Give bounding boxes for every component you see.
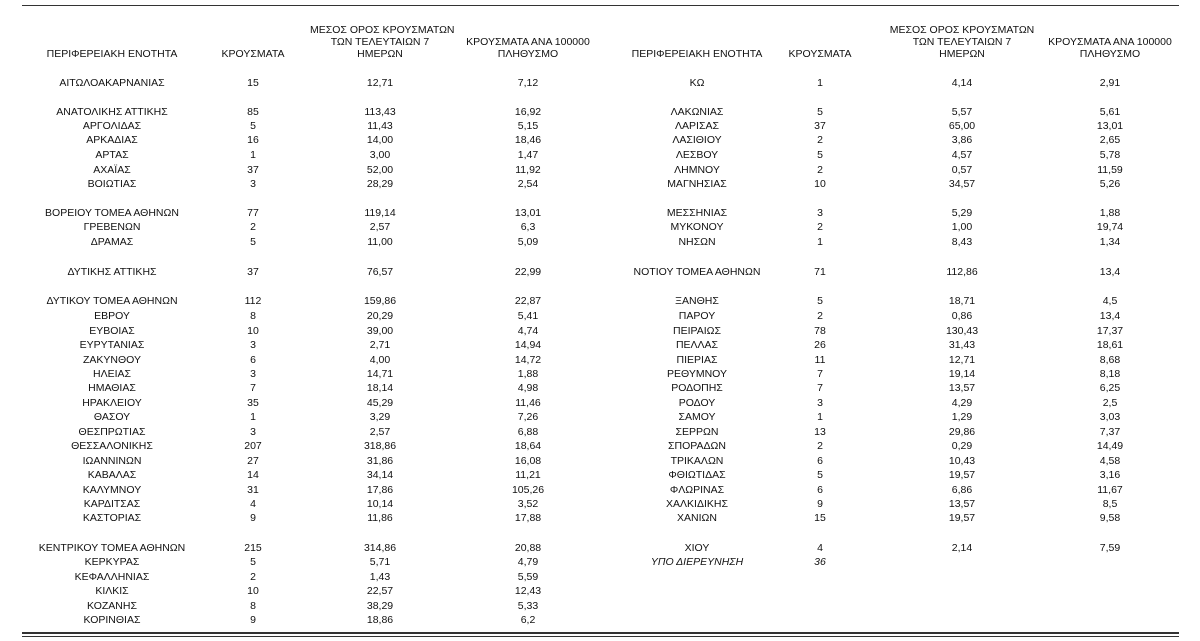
cell-cases: 15 xyxy=(247,77,259,89)
cell-per100k: 11,46 xyxy=(515,397,541,409)
cell-region: ΒΟΙΩΤΙΑΣ xyxy=(87,178,137,190)
cell-region: ΚΑΡΔΙΤΣΑΣ xyxy=(83,498,141,510)
cell-avg7: 11,00 xyxy=(367,236,393,248)
cell-region: ΥΠΟ ΔΙΕΡΕΥΝΗΣΗ xyxy=(650,556,744,568)
cell-avg7: 19,14 xyxy=(948,368,976,380)
cell-region: ΛΑΚΩΝΙΑΣ xyxy=(670,106,724,118)
cell-avg7: 159,86 xyxy=(363,295,397,307)
cell-avg7: 5,29 xyxy=(951,207,973,219)
cell-per100k: 8,5 xyxy=(1102,498,1118,510)
cell-avg7: 38,29 xyxy=(366,600,394,612)
cell-cases: 36 xyxy=(814,556,826,568)
header-avg7-line1: ΜΕΣΟΣ ΟΡΟΣ ΚΡΟΥΣΜΑΤΩΝ xyxy=(889,24,1035,36)
cell-region: ΜΑΓΝΗΣΙΑΣ xyxy=(667,178,727,190)
cell-cases: 5 xyxy=(817,149,823,161)
cell-cases: 9 xyxy=(250,614,256,626)
cell-region: ΚΕΦΑΛΛΗΝΙΑΣ xyxy=(74,571,150,583)
cell-region: ΙΩΑΝΝΙΝΩΝ xyxy=(82,455,142,467)
cell-cases: 37 xyxy=(814,120,826,132)
cell-region: ΣΠΟΡΑΔΩΝ xyxy=(668,440,726,452)
cell-avg7: 19,57 xyxy=(948,512,976,524)
cell-cases: 37 xyxy=(247,266,259,278)
cell-region: ΧΙΟΥ xyxy=(684,542,710,554)
cell-per100k: 13,4 xyxy=(1099,266,1121,278)
cell-per100k: 5,41 xyxy=(517,310,539,322)
cell-per100k: 14,72 xyxy=(514,354,542,366)
cell-per100k: 5,78 xyxy=(1099,149,1121,161)
cell-per100k: 14,94 xyxy=(514,339,542,351)
cell-cases: 112 xyxy=(244,295,262,307)
cell-cases: 16 xyxy=(247,134,259,146)
cell-cases: 2 xyxy=(817,134,823,146)
cell-per100k: 2,54 xyxy=(517,178,539,190)
cell-region: ΛΑΡΙΣΑΣ xyxy=(675,120,719,132)
cell-per100k: 9,58 xyxy=(1099,512,1121,524)
cell-cases: 4 xyxy=(250,498,256,510)
cell-per100k: 105,26 xyxy=(511,484,545,496)
cell-avg7: 0,86 xyxy=(951,310,973,322)
header-avg7 xyxy=(310,24,455,60)
cell-avg7: 3,86 xyxy=(951,134,973,146)
cell-region: ΠΑΡΟΥ xyxy=(678,310,716,322)
cell-cases: 5 xyxy=(817,469,823,481)
cell-avg7: 2,57 xyxy=(369,221,391,233)
cell-cases: 1 xyxy=(817,77,823,89)
cell-region: ΖΑΚΥΝΘΟΥ xyxy=(82,354,141,366)
cell-per100k: 3,52 xyxy=(517,498,539,510)
cell-avg7: 18,14 xyxy=(366,382,394,394)
cell-per100k: 20,88 xyxy=(514,542,542,554)
header-per100k-line2: ΠΛΗΘΥΣΜΟ xyxy=(1079,48,1141,60)
cell-region: ΣΑΜΟΥ xyxy=(678,411,716,423)
cell-per100k: 5,15 xyxy=(517,120,539,132)
left-table-header xyxy=(22,18,597,62)
cell-cases: 37 xyxy=(247,164,259,176)
cell-avg7: 0,29 xyxy=(951,440,973,452)
cell-per100k: 12,43 xyxy=(514,585,542,597)
cell-avg7: 10,43 xyxy=(948,455,976,467)
cell-region: ΜΕΣΣΗΝΙΑΣ xyxy=(666,207,728,219)
cell-per100k: 16,08 xyxy=(514,455,542,467)
cell-per100k: 3,03 xyxy=(1099,411,1121,423)
cell-avg7: 31,43 xyxy=(948,339,976,351)
cell-region: ΝΗΣΩΝ xyxy=(678,236,716,248)
cell-cases: 9 xyxy=(817,498,823,510)
cell-avg7: 10,14 xyxy=(366,498,394,510)
cell-cases: 5 xyxy=(817,106,823,118)
cell-cases: 11 xyxy=(814,354,826,366)
cell-avg7: 12,71 xyxy=(948,354,976,366)
cell-avg7: 4,29 xyxy=(951,397,973,409)
cell-per100k: 16,92 xyxy=(514,106,542,118)
cell-region: ΗΛΕΙΑΣ xyxy=(92,368,131,380)
cell-per100k: 1,88 xyxy=(1099,207,1121,219)
cell-avg7: 1,43 xyxy=(369,571,391,583)
cell-per100k: 5,26 xyxy=(1099,178,1121,190)
cell-cases: 5 xyxy=(250,556,256,568)
cell-avg7: 2,14 xyxy=(951,542,973,554)
cell-avg7: 76,57 xyxy=(366,266,394,278)
cell-per100k: 4,98 xyxy=(517,382,539,394)
cell-per100k: 8,68 xyxy=(1099,354,1121,366)
cell-per100k: 5,09 xyxy=(517,236,539,248)
cell-cases: 7 xyxy=(817,368,823,380)
cell-region: ΠΕΙΡΑΙΩΣ xyxy=(673,325,721,337)
cell-cases: 2 xyxy=(817,310,823,322)
header-avg7-line3: ΗΜΕΡΩΝ xyxy=(939,48,985,60)
header-per100k-line1: ΚΡΟΥΣΜΑΤΑ ΑΝΑ 100000 xyxy=(1048,36,1172,48)
header-per100k-line2: ΠΛΗΘΥΣΜΟ xyxy=(497,48,559,60)
cell-per100k: 7,37 xyxy=(1099,426,1121,438)
cell-per100k: 4,5 xyxy=(1102,295,1118,307)
cell-per100k: 2,65 xyxy=(1099,134,1121,146)
cell-avg7: 119,14 xyxy=(364,207,396,219)
cell-region: ΛΑΣΙΘΙΟΥ xyxy=(672,134,722,146)
cell-cases: 13 xyxy=(814,426,826,438)
cell-avg7: 31,86 xyxy=(366,455,394,467)
cell-per100k: 6,88 xyxy=(517,426,539,438)
cell-region: ΚΑΒΑΛΑΣ xyxy=(87,469,137,481)
cell-avg7: 18,71 xyxy=(948,295,976,307)
cell-per100k: 5,33 xyxy=(517,600,539,612)
cell-cases: 6 xyxy=(817,455,823,467)
cell-region: ΑΙΤΩΛΟΑΚΑΡΝΑΝΙΑΣ xyxy=(59,77,165,89)
top-rule xyxy=(22,5,1179,6)
cell-avg7: 8,43 xyxy=(951,236,973,248)
cell-avg7: 65,00 xyxy=(948,120,976,132)
right-table-header xyxy=(597,18,1179,62)
header-avg7 xyxy=(887,24,1037,60)
cell-cases: 1 xyxy=(250,149,256,161)
cell-avg7: 3,29 xyxy=(369,411,391,423)
cell-per100k: 11,59 xyxy=(1097,164,1123,176)
cell-per100k: 1,47 xyxy=(517,149,539,161)
cell-region: ΛΗΜΝΟΥ xyxy=(674,164,720,176)
cell-avg7: 1,00 xyxy=(951,221,973,233)
cell-per100k: 17,88 xyxy=(514,512,542,524)
cell-cases: 8 xyxy=(250,600,256,612)
cell-avg7: 314,86 xyxy=(363,542,397,554)
cell-cases: 3 xyxy=(250,426,256,438)
header-avg7-line2: ΤΩΝ ΤΕΛΕΥΤΑΙΩΝ 7 xyxy=(912,36,1012,48)
cell-cases: 2 xyxy=(250,221,256,233)
cell-region: ΚΑΛΥΜΝΟΥ xyxy=(82,484,142,496)
cell-region: ΗΡΑΚΛΕΙΟΥ xyxy=(82,397,142,409)
cell-region: ΚΟΖΑΝΗΣ xyxy=(87,600,137,612)
cell-cases: 1 xyxy=(817,411,823,423)
cell-region: ΦΘΙΩΤΙΔΑΣ xyxy=(668,469,726,481)
cell-cases: 3 xyxy=(250,339,256,351)
header-per100k xyxy=(458,36,598,60)
cell-cases: 3 xyxy=(250,178,256,190)
cell-per100k: 5,61 xyxy=(1099,106,1121,118)
header-avg7-line3: ΗΜΕΡΩΝ xyxy=(357,48,403,60)
cell-avg7: 12,71 xyxy=(366,77,394,89)
cell-cases: 1 xyxy=(250,411,256,423)
cell-region: ΚΙΛΚΙΣ xyxy=(95,585,129,597)
cell-avg7: 2,71 xyxy=(369,339,391,351)
cell-region: ΚΕΡΚΥΡΑΣ xyxy=(84,556,140,568)
cell-region: ΠΙΕΡΙΑΣ xyxy=(676,354,718,366)
cell-cases: 14 xyxy=(247,469,259,481)
cell-cases: 77 xyxy=(247,207,259,219)
cell-region: ΚΑΣΤΟΡΙΑΣ xyxy=(82,512,142,524)
cell-per100k: 1,34 xyxy=(1099,236,1121,248)
cell-avg7: 29,86 xyxy=(948,426,976,438)
cell-region: ΗΜΑΘΙΑΣ xyxy=(88,382,136,394)
cell-region: ΘΕΣΠΡΩΤΙΑΣ xyxy=(78,426,146,438)
cell-region: ΕΥΒΟΙΑΣ xyxy=(89,325,135,337)
cell-per100k: 18,64 xyxy=(514,440,542,452)
cell-region: ΞΑΝΘΗΣ xyxy=(675,295,719,307)
cell-cases: 2 xyxy=(817,221,823,233)
cell-cases: 1 xyxy=(817,236,823,248)
header-cases: ΚΡΟΥΣΜΑΤΑ xyxy=(788,48,852,60)
bottom-rule xyxy=(22,632,1179,634)
cell-region: ΘΕΣΣΑΛΟΝΙΚΗΣ xyxy=(71,440,153,452)
cell-per100k: 4,79 xyxy=(517,556,539,568)
cell-per100k: 11,67 xyxy=(1097,484,1123,496)
cell-cases: 71 xyxy=(814,266,826,278)
cell-per100k: 22,87 xyxy=(514,295,542,307)
cell-cases: 31 xyxy=(247,484,259,496)
cell-region: ΘΑΣΟΥ xyxy=(93,411,131,423)
cell-region: ΚΕΝΤΡΙΚΟΥ ΤΟΜΕΑ ΑΘΗΝΩΝ xyxy=(38,542,186,554)
cell-region: ΓΡΕΒΕΝΩΝ xyxy=(83,221,141,233)
cell-avg7: 11,43 xyxy=(367,120,393,132)
cell-cases: 5 xyxy=(817,295,823,307)
cell-avg7: 19,57 xyxy=(948,469,976,481)
cell-region: ΑΧΑΪΑΣ xyxy=(93,164,131,176)
cell-avg7: 130,43 xyxy=(945,325,979,337)
cell-cases: 78 xyxy=(814,325,826,337)
header-avg7-line2: ΤΩΝ ΤΕΛΕΥΤΑΙΩΝ 7 xyxy=(330,36,430,48)
cell-cases: 207 xyxy=(244,440,262,452)
cell-per100k: 13,01 xyxy=(514,207,542,219)
cell-region: ΑΡΓΟΛΙΔΑΣ xyxy=(82,120,142,132)
cell-per100k: 14,49 xyxy=(1096,440,1124,452)
cell-avg7: 4,00 xyxy=(369,354,391,366)
cell-region: ΜΥΚΟΝΟΥ xyxy=(670,221,724,233)
cell-per100k: 2,5 xyxy=(1102,397,1118,409)
cell-avg7: 14,71 xyxy=(366,368,394,380)
cell-region: ΣΕΡΡΩΝ xyxy=(675,426,719,438)
header-region: ΠΕΡΙΦΕΡΕΙΑΚΗ ΕΝΟΤΗΤΑ xyxy=(46,48,178,60)
cell-avg7: 5,57 xyxy=(951,106,973,118)
cell-cases: 5 xyxy=(250,120,256,132)
cell-cases: 27 xyxy=(247,455,259,467)
cell-avg7: 20,29 xyxy=(366,310,394,322)
cell-cases: 5 xyxy=(250,236,256,248)
cell-avg7: 13,57 xyxy=(948,382,976,394)
cell-region: ΤΡΙΚΑΛΩΝ xyxy=(670,455,724,467)
cell-per100k: 13,4 xyxy=(1099,310,1121,322)
cell-per100k: 4,74 xyxy=(517,325,539,337)
cell-region: ΔΥΤΙΚΟΥ ΤΟΜΕΑ ΑΘΗΝΩΝ xyxy=(46,295,178,307)
cell-cases: 10 xyxy=(247,585,259,597)
cell-per100k: 6,2 xyxy=(520,614,536,626)
cell-cases: 9 xyxy=(250,512,256,524)
cell-avg7: 1,29 xyxy=(951,411,973,423)
cell-region: ΦΛΩΡΙΝΑΣ xyxy=(669,484,725,496)
cell-region: ΑΡΤΑΣ xyxy=(95,149,129,161)
cell-avg7: 17,86 xyxy=(366,484,394,496)
cell-cases: 7 xyxy=(250,382,256,394)
cell-cases: 215 xyxy=(244,542,262,554)
cell-cases: 4 xyxy=(817,542,823,554)
header-avg7-line1: ΜΕΣΟΣ ΟΡΟΣ ΚΡΟΥΣΜΑΤΩΝ xyxy=(310,24,455,36)
cell-per100k: 4,58 xyxy=(1099,455,1121,467)
cell-avg7: 39,00 xyxy=(366,325,394,337)
header-per100k xyxy=(1035,36,1185,60)
cell-cases: 85 xyxy=(247,106,259,118)
cell-avg7: 52,00 xyxy=(366,164,394,176)
cell-per100k: 22,99 xyxy=(514,266,542,278)
cell-region: ΚΩ xyxy=(689,77,705,89)
cell-per100k: 6,25 xyxy=(1099,382,1121,394)
cell-avg7: 13,57 xyxy=(948,498,976,510)
cell-per100k: 17,37 xyxy=(1096,325,1124,337)
cell-region: ΕΒΡΟΥ xyxy=(94,310,130,322)
header-region: ΠΕΡΙΦΕΡΕΙΑΚΗ ΕΝΟΤΗΤΑ xyxy=(631,48,763,60)
cell-region: ΡΟΔΟΠΗΣ xyxy=(671,382,723,394)
cell-avg7: 113,43 xyxy=(364,106,396,118)
cell-per100k: 5,59 xyxy=(517,571,539,583)
cell-cases: 2 xyxy=(817,164,823,176)
cell-avg7: 11,86 xyxy=(367,512,393,524)
cell-region: ΠΕΛΛΑΣ xyxy=(675,339,719,351)
cell-region: ΡΕΘΥΜΝΟΥ xyxy=(666,368,727,380)
cell-avg7: 112,86 xyxy=(946,266,978,278)
header-cases: ΚΡΟΥΣΜΑΤΑ xyxy=(221,48,285,60)
cell-per100k: 19,74 xyxy=(1096,221,1124,233)
cell-avg7: 2,57 xyxy=(369,426,391,438)
cell-region: ΧΑΛΚΙΔΙΚΗΣ xyxy=(666,498,728,510)
cell-cases: 3 xyxy=(817,397,823,409)
cell-cases: 26 xyxy=(814,339,826,351)
cell-per100k: 7,12 xyxy=(517,77,539,89)
cell-region: ΝΟΤΙΟΥ ΤΟΜΕΑ ΑΘΗΝΩΝ xyxy=(633,266,761,278)
cell-cases: 7 xyxy=(817,382,823,394)
cell-cases: 3 xyxy=(817,207,823,219)
cell-avg7: 22,57 xyxy=(366,585,394,597)
cell-avg7: 14,00 xyxy=(366,134,394,146)
cell-per100k: 6,3 xyxy=(520,221,536,233)
cell-per100k: 7,26 xyxy=(517,411,539,423)
cell-cases: 6 xyxy=(250,354,256,366)
cell-region: ΑΝΑΤΟΛΙΚΗΣ ΑΤΤΙΚΗΣ xyxy=(56,106,168,118)
cell-avg7: 4,57 xyxy=(951,149,973,161)
cell-region: ΚΟΡΙΝΘΙΑΣ xyxy=(83,614,141,626)
cell-avg7: 5,71 xyxy=(369,556,391,568)
cell-per100k: 13,01 xyxy=(1096,120,1124,132)
cell-avg7: 6,86 xyxy=(951,484,973,496)
cell-per100k: 1,88 xyxy=(517,368,539,380)
cell-region: ΔΡΑΜΑΣ xyxy=(90,236,134,248)
cell-cases: 2 xyxy=(817,440,823,452)
cell-region: ΕΥΡΥΤΑΝΙΑΣ xyxy=(79,339,145,351)
cell-region: ΔΥΤΙΚΗΣ ΑΤΤΙΚΗΣ xyxy=(67,266,157,278)
cell-per100k: 8,18 xyxy=(1099,368,1121,380)
cell-avg7: 34,57 xyxy=(948,178,976,190)
cell-avg7: 34,14 xyxy=(366,469,394,481)
bottom-rule-thin xyxy=(22,636,1179,637)
cell-avg7: 18,86 xyxy=(366,614,394,626)
cell-cases: 10 xyxy=(814,178,826,190)
cell-cases: 35 xyxy=(247,397,259,409)
cell-per100k: 18,61 xyxy=(1096,339,1124,351)
cell-cases: 6 xyxy=(817,484,823,496)
header-per100k-line1: ΚΡΟΥΣΜΑΤΑ ΑΝΑ 100000 xyxy=(466,36,590,48)
cell-avg7: 3,00 xyxy=(369,149,391,161)
cell-cases: 8 xyxy=(250,310,256,322)
cell-cases: 2 xyxy=(250,571,256,583)
cell-per100k: 2,91 xyxy=(1099,77,1121,89)
cell-cases: 15 xyxy=(814,512,826,524)
cell-region: ΧΑΝΙΩΝ xyxy=(677,512,717,524)
cell-avg7: 318,86 xyxy=(363,440,397,452)
cell-per100k: 18,46 xyxy=(514,134,542,146)
cell-avg7: 28,29 xyxy=(366,178,394,190)
cell-per100k: 11,92 xyxy=(515,164,541,176)
cell-cases: 10 xyxy=(247,325,259,337)
cell-avg7: 4,14 xyxy=(951,77,973,89)
cell-per100k: 7,59 xyxy=(1099,542,1121,554)
cell-avg7: 0,57 xyxy=(951,164,973,176)
cell-region: ΑΡΚΑΔΙΑΣ xyxy=(86,134,138,146)
cell-per100k: 3,16 xyxy=(1099,469,1121,481)
cell-region: ΒΟΡΕΙΟΥ ΤΟΜΕΑ ΑΘΗΝΩΝ xyxy=(45,207,179,219)
cell-region: ΡΟΔΟΥ xyxy=(678,397,716,409)
cell-per100k: 11,21 xyxy=(515,469,541,481)
cell-region: ΛΕΣΒΟΥ xyxy=(675,149,719,161)
cell-cases: 3 xyxy=(250,368,256,380)
cell-avg7: 45,29 xyxy=(366,397,394,409)
